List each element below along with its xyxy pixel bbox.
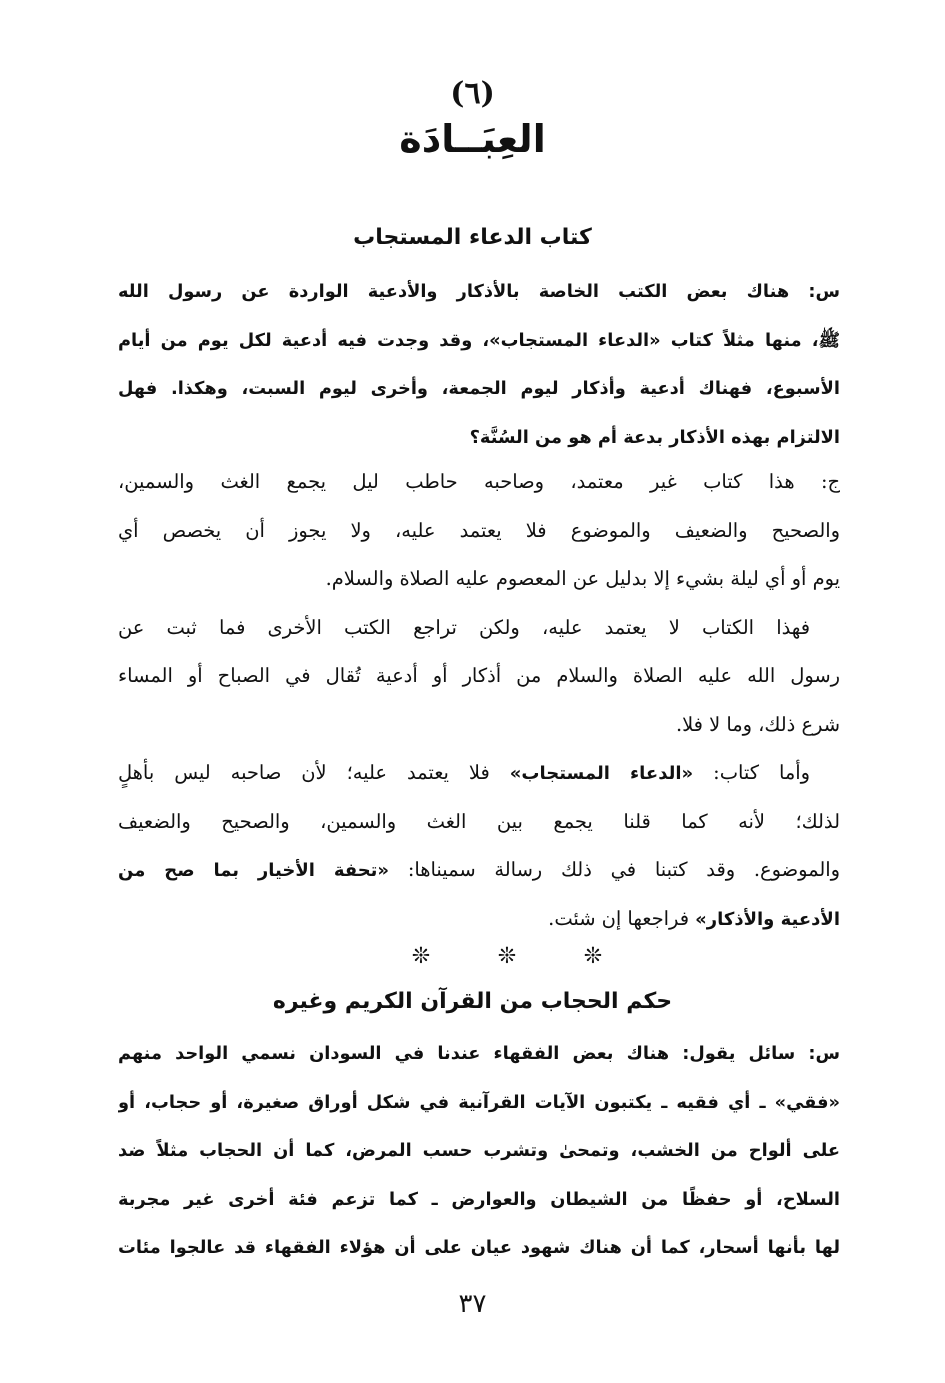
answer-2-line-2: رسول الله عليه الصلاة والسلام من أذكار أو أدعية تُقال في الصباح أو المساء <box>118 664 840 687</box>
question-2-line-1: س: سائل يقول: هناك بعض الفقهاء عندنا في السودان نسمي الواحد منهم <box>118 1043 840 1064</box>
answer-3-line-2: لذلك؛ لأنه كما قلنا يجمع بين الغث والسمين، والصحيح والضعيف <box>118 809 840 833</box>
question-2-line-4: السلاح، أو حفظًا من الشيطان والعوارض ـ كما تزعم فئة أخرى غير مجربة <box>118 1188 840 1210</box>
question-1-line-4: الالتزام بهذه الأذكار بدعة أم هو من السُنَّة؟ <box>469 426 840 448</box>
chapter-number: (٦) <box>450 76 495 111</box>
answer-1-line-2: والصحيح والضعيف والموضوع فلا يعتمد عليه، ولا يجوز أن يخصص أي <box>118 518 840 542</box>
answer-1 <box>118 458 840 943</box>
question-1-line-1: س: هناك بعض الكتب الخاصة بالأذكار والأدعية الواردة عن رسول الله <box>118 281 840 302</box>
question-2-line-2: «فقي» ـ أي فقيه ـ يكتبون الآيات القرآنية في شكل أوراق صغيرة، أو حجاب، أو <box>118 1091 840 1113</box>
answer-3-line-4 <box>118 895 840 944</box>
answer-1-line-1: ج: هذا كتاب غير معتمد، وصاحبه حاطب ليل يجمع الغث والسمين، <box>118 470 840 493</box>
answer-3-line-1-prefix: وأما كتاب: <box>693 761 810 784</box>
book-title-tuhfa-part-2: الأدعية والأذكار» <box>695 908 840 930</box>
question-2-line-5: لها بأنها أسحار، كما أن هناك شهود عيان على أن هؤلاء الفقهاء قد عالجوا مئات <box>118 1237 840 1258</box>
answer-2-line-3: شرع ذلك، وما لا فلا. <box>675 712 840 736</box>
book-title-tuhfa-part-1: «تحفة الأخيار بما صح من <box>118 860 390 881</box>
answer-1-line-3: يوم أو أي ليلة بشيء إلا بدليل عن المعصوم عليه الصلاة والسلام. <box>325 567 840 590</box>
section-title-2: حكم الحجاب من القرآن الكريم وغيره <box>272 989 673 1014</box>
answer-3-line-3 <box>118 846 840 895</box>
separator-star-3: ❊ <box>411 944 431 969</box>
separator-star-2: ❊ <box>497 944 517 969</box>
question-1-line-2: ﷺ، منها مثلاً كتاب «الدعاء المستجاب»، وقد وجدت فيه أدعية لكل يوم من أيام <box>118 329 840 351</box>
answer-3-line-1-suffix: فلا يعتمد عليه؛ لأن صاحبه ليس بأهلٍ <box>118 761 510 784</box>
question-1 <box>118 268 840 462</box>
answer-3-line-4-suffix: فراجعها إن شئت. <box>548 906 696 930</box>
question-2 <box>118 1030 840 1273</box>
answer-3-line-1 <box>118 749 840 798</box>
section-title-1: كتاب الدعاء المستجاب <box>353 225 592 250</box>
answer-2-line-1: فهذا الكتاب لا يعتمد عليه، ولكن تراجع الكتب الأخرى فما ثبت عن <box>118 615 810 639</box>
separator-star-1: ❊ <box>583 944 603 969</box>
question-2-line-3: على ألواح من الخشب، وتمحىٰ وتشرب حسب المرض، كما أن الحجاب مثلاً ضد <box>118 1140 840 1161</box>
chapter-title: العِبَــادَة <box>399 117 546 161</box>
section-separator <box>0 938 945 978</box>
answer-3-line-3-prefix: والموضوع. وقد كتبنا في ذلك رسالة سميناها: <box>389 858 840 881</box>
question-1-line-3: الأسبوع، فهناك أدعية وأذكار ليوم الجمعة، وأخرى ليوم السبت، وهكذا. فهل <box>118 378 840 399</box>
book-title-mustajab: «الدعاء المستجاب» <box>509 763 694 784</box>
page-number: ٣٧ <box>458 1289 487 1319</box>
